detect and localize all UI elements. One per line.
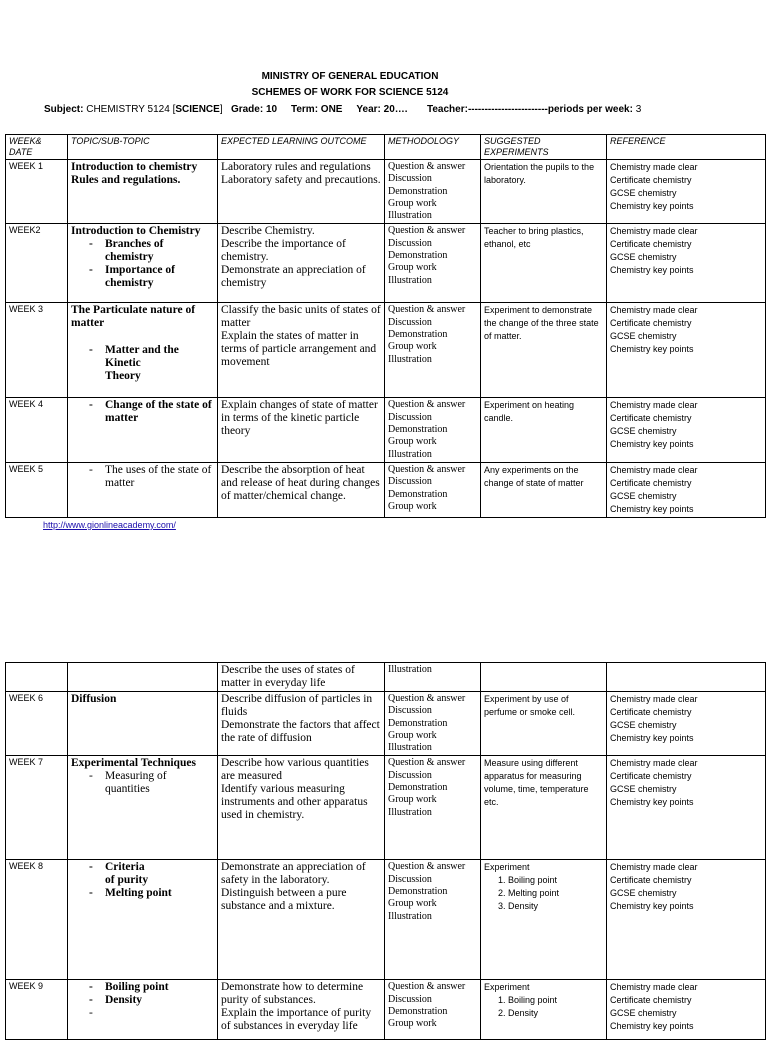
- list-item: 2. Density: [508, 1007, 603, 1020]
- outcome-cell: [218, 692, 385, 756]
- reference-item: GCSE chemistry: [610, 426, 677, 437]
- table-row: [6, 398, 766, 462]
- method-item: Group work: [388, 729, 437, 741]
- table-row: [6, 160, 766, 224]
- methodology-cell: [385, 860, 481, 980]
- teacher-label: Teacher:------------------------periods per week:: [427, 104, 633, 115]
- experiment-cell: Teacher to bring plastics, ethanol, etc: [481, 224, 607, 303]
- method-item: Group work: [388, 794, 437, 806]
- methodology-cell: [385, 224, 481, 303]
- table-row: [6, 756, 766, 860]
- reference-cell: [607, 756, 766, 860]
- method-item: Question & answer: [388, 757, 466, 769]
- week-cell: WEEK 3: [6, 303, 68, 398]
- outcome-line: Distinguish between a pure substance and a mixture.: [221, 887, 347, 913]
- outcome-line: Demonstrate the factors that affect the rate of diffusion: [221, 719, 380, 744]
- subject-close: ]: [219, 104, 223, 115]
- method-item: Demonstration: [388, 1006, 448, 1018]
- week-cell: WEEK 7: [6, 756, 68, 860]
- method-item: Discussion: [388, 316, 432, 328]
- reference-item: Chemistry made clear: [610, 758, 698, 769]
- method-item: Question & answer: [388, 304, 466, 316]
- reference-item: GCSE chemistry: [610, 784, 677, 795]
- method-item: Discussion: [388, 411, 432, 423]
- reference-item: Certificate chemistry: [610, 318, 692, 329]
- subtopic-item: - Branches of chemistry: [89, 238, 164, 264]
- topic-cell: [68, 980, 218, 1040]
- subtopic-item: - Matter and the Kinetic Theory: [89, 344, 179, 383]
- reference-item: GCSE chemistry: [610, 252, 677, 263]
- week-cell: WEEK 5: [6, 462, 68, 517]
- outcome-line: Laboratory rules and regulations: [221, 161, 371, 173]
- topic-cell: [68, 303, 218, 398]
- reference-item: GCSE chemistry: [610, 188, 677, 198]
- subtopic-item: - Change of the state of matter: [89, 399, 212, 425]
- method-item: Question & answer: [388, 225, 466, 237]
- outcome-cell: [218, 160, 385, 224]
- scheme-table-1: [5, 134, 766, 518]
- methodology-cell: [385, 980, 481, 1040]
- methodology-cell: [385, 462, 481, 517]
- week-cell: WEEK 4: [6, 398, 68, 462]
- method-item: Group work: [388, 500, 437, 512]
- topic-line: Introduction to Chemistry: [71, 225, 201, 238]
- method-item: Discussion: [388, 993, 432, 1005]
- week-cell: WEEK 9: [6, 980, 68, 1040]
- method-item: Illustration: [388, 210, 432, 222]
- website-link[interactable]: http://www.gionlineacademy.com/: [43, 520, 176, 530]
- reference-item: Chemistry key points: [610, 503, 694, 514]
- reference-item: Chemistry key points: [610, 439, 694, 450]
- reference-item: Certificate chemistry: [610, 771, 692, 782]
- reference-item: GCSE chemistry: [610, 331, 677, 342]
- table-row: [6, 692, 766, 756]
- method-item: Illustration: [388, 910, 432, 922]
- experiment-cell: Experiment on heating candle.: [481, 398, 607, 462]
- method-item: Demonstration: [388, 488, 448, 500]
- topic-line: The Particulate nature of matter: [71, 304, 196, 330]
- method-item: Group work: [388, 341, 437, 353]
- table-row: [6, 224, 766, 303]
- reference-item: Chemistry made clear: [610, 226, 698, 237]
- outcome-line: Identify various measuring instruments and other apparatus used in chemistry.: [221, 783, 368, 822]
- experiment-cell: Any experiments on the change of state of matter: [481, 462, 607, 517]
- subject-line: [44, 104, 641, 115]
- subtopic-item: - Density: [89, 994, 143, 1007]
- subtopic-item: - Criteria of purity: [89, 861, 149, 887]
- reference-item: Certificate chemistry: [610, 477, 692, 488]
- outcome-line: Demonstrate an appreciation of safety in the laboratory.: [221, 861, 366, 887]
- topic-cell: [68, 224, 218, 303]
- method-item: Illustration: [388, 742, 432, 754]
- outcome-cell: [218, 224, 385, 303]
- reference-item: Chemistry key points: [610, 201, 694, 211]
- experiment-cell: [481, 860, 607, 980]
- subtopic-item: -: [89, 1007, 93, 1020]
- method-item: Question & answer: [388, 399, 466, 411]
- method-item: Demonstration: [388, 250, 448, 262]
- list-item: 1. Boiling point: [508, 994, 603, 1007]
- experiment-title: Experiment: [484, 982, 530, 993]
- method-item: Illustration: [388, 274, 432, 286]
- experiment-cell: [481, 663, 607, 692]
- reference-cell: [607, 303, 766, 398]
- reference-item: GCSE chemistry: [610, 490, 677, 501]
- week-cell: WEEK 6: [6, 692, 68, 756]
- reference-item: Certificate chemistry: [610, 413, 692, 424]
- week-cell: WEEK 8: [6, 860, 68, 980]
- outcome-cell: [218, 860, 385, 980]
- method-item: Demonstration: [388, 329, 448, 341]
- subject-value: CHEMISTRY 5124 [: [86, 104, 176, 115]
- reference-cell: [607, 398, 766, 462]
- methodology-cell: [385, 692, 481, 756]
- list-item: 3. Density: [508, 900, 603, 913]
- reference-item: Chemistry made clear: [610, 862, 698, 873]
- method-item: Question & answer: [388, 981, 466, 993]
- experiment-cell: Measure using different apparatus for measuring volume, time, temperature etc.: [481, 756, 607, 860]
- method-item: Demonstration: [388, 185, 448, 197]
- method-item: Question & answer: [388, 161, 466, 172]
- topic-cell: [68, 756, 218, 860]
- experiment-cell: Experiment to demonstrate the change of the three state of matter.: [481, 303, 607, 398]
- topic-line: Experimental Techniques: [71, 757, 196, 770]
- method-item: Question & answer: [388, 861, 466, 873]
- outcome-line: Laboratory safety and precautions.: [221, 174, 381, 186]
- method-item: Illustration: [388, 806, 432, 818]
- week-cell: [6, 663, 68, 692]
- method-item: Demonstration: [388, 886, 448, 898]
- reference-item: Chemistry made clear: [610, 982, 698, 993]
- week-cell: WEEK 1: [6, 160, 68, 224]
- outcome-cell: [218, 756, 385, 860]
- reference-item: Certificate chemistry: [610, 239, 692, 250]
- reference-item: Chemistry made clear: [610, 162, 698, 172]
- method-item: Question & answer: [388, 463, 466, 475]
- term-label: Term: ONE: [290, 104, 343, 115]
- outcome-cell: Describe the absorption of heat and release of heat during changes of matter/chemical change.: [218, 462, 385, 517]
- col-experiments-header: SUGGESTED EXPERIMENTS: [481, 135, 607, 160]
- reference-item: Chemistry made clear: [610, 464, 698, 475]
- method-item: Discussion: [388, 237, 432, 249]
- reference-item: Chemistry key points: [610, 901, 694, 912]
- reference-item: Chemistry made clear: [610, 400, 698, 411]
- list-item: 2. Melting point: [508, 887, 603, 900]
- methodology-cell: [385, 160, 481, 224]
- reference-item: Chemistry key points: [610, 797, 694, 808]
- methodology-cell: [385, 756, 481, 860]
- subtopic-item: - The uses of the state of matter: [89, 463, 212, 489]
- reference-cell: [607, 462, 766, 517]
- reference-item: GCSE chemistry: [610, 888, 677, 899]
- method-item: Group work: [388, 1018, 437, 1030]
- method-item: Discussion: [388, 173, 432, 185]
- table-row: [6, 860, 766, 980]
- table-row: [6, 462, 766, 517]
- method-item: Demonstration: [388, 782, 448, 794]
- topic-line: Introduction to chemistry: [71, 161, 198, 173]
- reference-cell: [607, 160, 766, 224]
- year-label: Year: 20….: [356, 104, 408, 115]
- experiment-cell: Orientation the pupils to the laboratory.: [481, 160, 607, 224]
- experiment-title: Experiment: [484, 862, 530, 873]
- reference-cell: [607, 692, 766, 756]
- method-item: Discussion: [388, 476, 432, 488]
- topic-cell: [68, 462, 218, 517]
- subtopic-item: - Melting point: [89, 887, 172, 900]
- method-item: Illustration: [388, 353, 432, 365]
- reference-item: Chemistry key points: [610, 265, 694, 276]
- method-item: Group work: [388, 197, 437, 209]
- reference-item: Chemistry key points: [610, 733, 694, 743]
- reference-item: Chemistry key points: [610, 344, 694, 355]
- outcome-line: Describe Chemistry.: [221, 225, 315, 238]
- list-item: 1. Boiling point: [508, 874, 603, 887]
- outcome-line: Demonstrate an appreciation of chemistry: [221, 264, 366, 290]
- reference-item: Chemistry made clear: [610, 694, 698, 704]
- experiment-cell: [481, 980, 607, 1040]
- experiment-cell: Experiment by use of perfume or smoke cell.: [481, 692, 607, 756]
- topic-cell: [68, 160, 218, 224]
- grade-label: Grade: 10: [230, 104, 278, 115]
- methodology-cell: [385, 398, 481, 462]
- topic-cell: Diffusion: [68, 692, 218, 756]
- col-outcome-header: EXPECTED LEARNING OUTCOME: [218, 135, 385, 160]
- outcome-cell: [218, 980, 385, 1040]
- reference-item: Certificate chemistry: [610, 995, 692, 1006]
- scheme-table-2: [5, 662, 766, 1040]
- methodology-cell: Illustration: [385, 663, 481, 692]
- topic-line: Rules and regulations.: [71, 174, 181, 186]
- col-topic-header: TOPIC/SUB-TOPIC: [68, 135, 218, 160]
- outcome-line: Classify the basic units of states of matter: [221, 304, 381, 330]
- col-reference-header: REFERENCE: [607, 135, 766, 160]
- reference-item: Certificate chemistry: [610, 175, 692, 185]
- week-cell: WEEK2: [6, 224, 68, 303]
- scheme-title: SCHEMES OF WORK FOR SCIENCE 5124: [251, 87, 449, 98]
- table-row: [6, 663, 766, 692]
- outcome-line: Describe diffusion of particles in fluids: [221, 693, 373, 718]
- table-row: [6, 303, 766, 398]
- col-methodology-header: METHODOLOGY: [385, 135, 481, 160]
- outcome-line: Explain the importance of purity of substances in everyday life: [221, 1007, 372, 1033]
- outcome-cell: Explain changes of state of matter in terms of the kinetic particle theory: [218, 398, 385, 462]
- method-item: Group work: [388, 898, 437, 910]
- method-item: Demonstration: [388, 424, 448, 436]
- topic-cell: [68, 663, 218, 692]
- ministry-title: MINISTRY OF GENERAL EDUCATION: [261, 71, 439, 82]
- col-week-header: WEEK& DATE: [6, 135, 68, 160]
- method-item: Demonstration: [388, 717, 448, 729]
- reference-cell: [607, 663, 766, 692]
- reference-item: Certificate chemistry: [610, 707, 692, 717]
- reference-cell: [607, 980, 766, 1040]
- method-item: Discussion: [388, 705, 432, 717]
- periods-value: 3: [635, 104, 642, 115]
- subtopic-item: - Boiling point: [89, 981, 169, 994]
- method-item: Question & answer: [388, 693, 466, 704]
- method-item: Illustration: [388, 448, 432, 460]
- reference-item: Chemistry made clear: [610, 305, 698, 316]
- experiment-list: [484, 874, 603, 913]
- method-item: Group work: [388, 436, 437, 448]
- methodology-cell: [385, 303, 481, 398]
- outcome-cell: [218, 303, 385, 398]
- method-item: Discussion: [388, 873, 432, 885]
- reference-item: Certificate chemistry: [610, 875, 692, 886]
- reference-cell: [607, 224, 766, 303]
- subject-science: SCIENCE: [175, 104, 220, 115]
- outcome-line: Demonstrate how to determine purity of substances.: [221, 981, 364, 1007]
- reference-cell: [607, 860, 766, 980]
- method-item: Group work: [388, 262, 437, 274]
- outcome-line: Explain the states of matter in terms of particle arrangement and movement: [221, 330, 377, 369]
- outcome-line: Describe how various quantities are measured: [221, 757, 369, 783]
- topic-cell: [68, 860, 218, 980]
- subtopic-item: - Importance of chemistry: [89, 264, 175, 290]
- reference-item: GCSE chemistry: [610, 1008, 677, 1019]
- experiment-list: [484, 994, 603, 1020]
- outcome-line: Describe the importance of chemistry.: [221, 238, 346, 264]
- topic-cell: [68, 398, 218, 462]
- method-item: Discussion: [388, 769, 432, 781]
- table-row: [6, 980, 766, 1040]
- subtopic-item: - Measuring of quantities: [89, 770, 167, 796]
- outcome-cell: Describe the uses of states of matter in everyday life: [218, 663, 385, 692]
- subject-label: Subject:: [44, 104, 84, 115]
- reference-item: GCSE chemistry: [610, 720, 677, 730]
- table-header-row: [6, 135, 766, 160]
- reference-item: Chemistry key points: [610, 1021, 694, 1032]
